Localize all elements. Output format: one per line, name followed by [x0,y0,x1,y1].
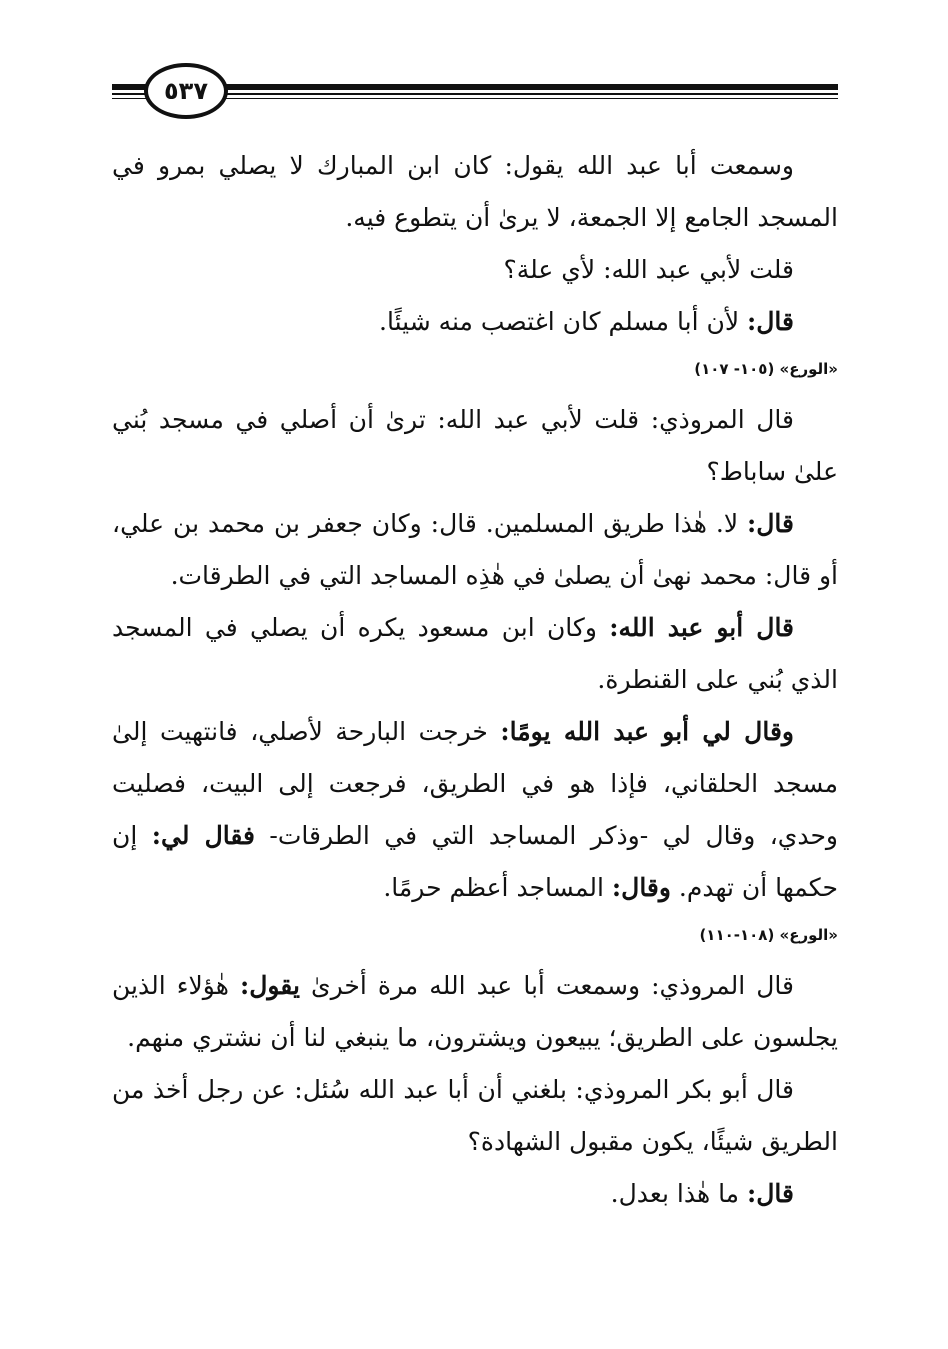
page-header [112,60,838,124]
bold-speaker-text: فقال لي: [151,821,255,850]
paragraph [112,498,838,602]
paragraph-text: «الورع» (١٠٥- ١٠٧) [694,360,838,378]
paragraph-text: هٰؤلاء الذين يجلسون على الطريق؛ يبيعون ويشترون، ما ينبغي لنا أن نشتري منهم. [112,971,838,1052]
paragraph-text: قال المروذي: قلت لأبي عبد الله: ترىٰ أن أصلي في مسجد بُني علىٰ ساباط؟ [112,405,838,486]
paragraph [112,602,838,706]
paragraph [112,1168,838,1220]
paragraph-text: وسمعت أبا عبد الله يقول: كان ابن المبارك لا يصلي بمرو في المسجد الجامع إلا الجمعة، لا يرىٰ أن يتطوع فيه. [112,151,838,232]
paragraph-text: خرجت البارحة لأصلي، فانتهيت إلىٰ مسجد الحلقاني، فإذا هو في الطريق، فرجعت إلى البيت، فصليت وحدي، وقال لي -وذكر المساجد التي في الطرقات- [112,717,838,850]
reference-citation [112,916,838,954]
bold-speaker-text: قال: [747,307,794,336]
paragraph-text: إن حكمها أن تهدم. [112,821,838,902]
paragraph-text: لأن أبا مسلم كان اغتصب منه شيئًا. [379,307,748,336]
bold-speaker-text: يقول: [240,971,300,1000]
paragraph-text: لا. هٰذا طريق المسلمين. قال: وكان جعفر بن محمد بن علي، أو قال: محمد نهىٰ أن يصلىٰ في هٰذِه المساجد التي في الطرقات. [112,509,838,590]
paragraph-text: «الورع» (١٠٨-١١٠) [699,926,838,944]
page-number-badge [144,63,228,119]
page-number: ٥٣٧ [164,77,208,105]
reference-citation [112,350,838,388]
paragraph-text: قلت لأبي عبد الله: لأي علة؟ [503,255,794,284]
paragraph [112,296,838,348]
paragraph-text: قال المروذي: وسمعت أبا عبد الله مرة أخرىٰ [299,971,794,1000]
paragraph-text: ما هٰذا بعدل. [610,1179,748,1208]
paragraph [112,140,838,244]
paragraph-text: المساجد أعظم حرمًا. [383,873,612,902]
bold-speaker-text: قال: [747,509,794,538]
page-body [112,140,838,1220]
bold-speaker-text: قال أبو عبد الله: [609,613,795,642]
paragraph [112,1064,838,1168]
paragraph [112,706,838,914]
paragraph-text: قال أبو بكر المروذي: بلغني أن أبا عبد الله سُئل: عن رجل أخذ من الطريق شيئًا، يكون مقبول الشهادة؟ [112,1075,838,1156]
paragraph-text: وكان ابن مسعود يكره أن يصلي في المسجد الذي بُني على القنطرة. [112,613,838,694]
bold-speaker-text: قال: [747,1179,794,1208]
paragraph [112,244,838,296]
bold-speaker-text: وقال لي أبو عبد الله يومًا: [500,717,794,746]
bold-speaker-text: وقال: [611,873,671,902]
paragraph [112,960,838,1064]
paragraph [112,394,838,498]
